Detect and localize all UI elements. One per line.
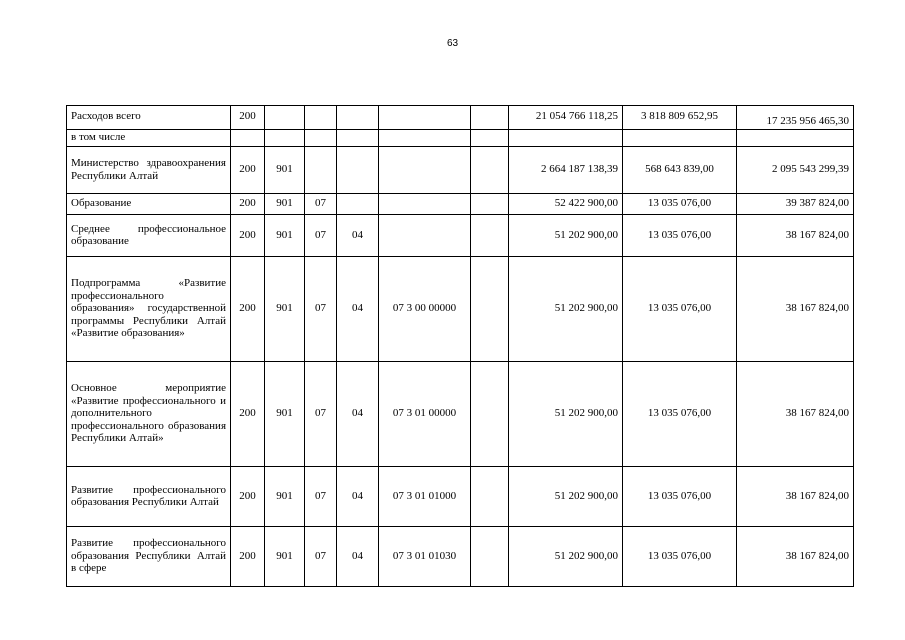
total-amount-cell: 21 054 766 118,25 (509, 106, 623, 130)
admin-code-cell: 200 (231, 256, 265, 361)
target-article-cell: 07 3 01 00000 (379, 361, 471, 466)
target-article-cell (379, 106, 471, 130)
section-code-cell: 07 (305, 193, 337, 214)
target-article-cell: 07 3 01 01030 (379, 526, 471, 586)
amount-col2-cell: 13 035 076,00 (623, 361, 737, 466)
section-code-cell (305, 106, 337, 130)
target-article-cell (379, 146, 471, 193)
row-name-cell: Подпрограмма «Развитие профессионального образования» государственной программы Республики Алтай «Развитие образования» (67, 256, 231, 361)
admin-code-cell (231, 129, 265, 146)
amount-col3-cell (737, 129, 854, 146)
expense-type-cell (471, 526, 509, 586)
ministry-code-cell: 901 (265, 146, 305, 193)
total-amount-cell: 52 422 900,00 (509, 193, 623, 214)
amount-col3-cell: 38 167 824,00 (737, 466, 854, 526)
target-article-cell (379, 193, 471, 214)
target-article-cell (379, 129, 471, 146)
section-code-cell (305, 129, 337, 146)
admin-code-cell: 200 (231, 466, 265, 526)
expense-type-cell (471, 256, 509, 361)
amount-col3-cell: 38 167 824,00 (737, 361, 854, 466)
subsection-code-cell (337, 146, 379, 193)
target-article-cell (379, 214, 471, 256)
row-name-cell: в том числе (67, 129, 231, 146)
amount-col3-cell: 38 167 824,00 (737, 526, 854, 586)
subsection-code-cell: 04 (337, 466, 379, 526)
row-name-cell: Среднее профессиональное образование (67, 214, 231, 256)
subsection-code-cell: 04 (337, 214, 379, 256)
amount-col3-cell: 39 387 824,00 (737, 193, 854, 214)
amount-col2-cell: 13 035 076,00 (623, 526, 737, 586)
table-row (67, 193, 854, 214)
ministry-code-cell: 901 (265, 214, 305, 256)
amount-col2-cell: 3 818 809 652,95 (623, 106, 737, 130)
row-name-cell: Расходов всего (67, 106, 231, 130)
table-row (67, 129, 854, 146)
amount-col2-cell: 13 035 076,00 (623, 466, 737, 526)
ministry-code-cell (265, 129, 305, 146)
total-amount-cell: 51 202 900,00 (509, 256, 623, 361)
subsection-code-cell (337, 106, 379, 130)
expense-type-cell (471, 193, 509, 214)
admin-code-cell: 200 (231, 106, 265, 130)
table-row (67, 106, 854, 130)
amount-col3-cell: 2 095 543 299,39 (737, 146, 854, 193)
total-amount-cell: 51 202 900,00 (509, 466, 623, 526)
row-name-cell: Министерство здравоохранения Республики Алтай (67, 146, 231, 193)
expense-type-cell (471, 146, 509, 193)
ministry-code-cell: 901 (265, 466, 305, 526)
table-row (67, 146, 854, 193)
ministry-code-cell: 901 (265, 193, 305, 214)
ministry-code-cell: 901 (265, 256, 305, 361)
target-article-cell: 07 3 00 00000 (379, 256, 471, 361)
expense-type-cell (471, 214, 509, 256)
ministry-code-cell: 901 (265, 526, 305, 586)
budget-table (66, 105, 854, 587)
total-amount-cell: 51 202 900,00 (509, 526, 623, 586)
row-name-cell: Развитие профессионального образования Республики Алтай (67, 466, 231, 526)
row-name-cell: Развитие профессионального образования Республики Алтай в сфере (67, 526, 231, 586)
table-row (67, 466, 854, 526)
section-code-cell: 07 (305, 526, 337, 586)
subsection-code-cell (337, 129, 379, 146)
subsection-code-cell (337, 193, 379, 214)
admin-code-cell: 200 (231, 214, 265, 256)
total-amount-cell: 51 202 900,00 (509, 361, 623, 466)
expense-type-cell (471, 129, 509, 146)
total-amount-cell: 2 664 187 138,39 (509, 146, 623, 193)
row-name-cell: Образование (67, 193, 231, 214)
section-code-cell: 07 (305, 214, 337, 256)
page-number: 63 (446, 38, 459, 49)
section-code-cell: 07 (305, 466, 337, 526)
target-article-cell: 07 3 01 01000 (379, 466, 471, 526)
admin-code-cell: 200 (231, 146, 265, 193)
admin-code-cell: 200 (231, 361, 265, 466)
expense-type-cell (471, 361, 509, 466)
section-code-cell: 07 (305, 361, 337, 466)
admin-code-cell: 200 (231, 526, 265, 586)
row-name-cell: Основное мероприятие «Развитие профессионального и дополнительного профессионального образования Республики Алтай» (67, 361, 231, 466)
table-row (67, 526, 854, 586)
expense-type-cell (471, 466, 509, 526)
amount-col2-cell: 13 035 076,00 (623, 214, 737, 256)
total-amount-cell: 51 202 900,00 (509, 214, 623, 256)
admin-code-cell: 200 (231, 193, 265, 214)
subsection-code-cell: 04 (337, 256, 379, 361)
ministry-code-cell (265, 106, 305, 130)
amount-col3-cell: 38 167 824,00 (737, 256, 854, 361)
amount-col2-cell: 568 643 839,00 (623, 146, 737, 193)
section-code-cell: 07 (305, 256, 337, 361)
table-row (67, 361, 854, 466)
subsection-code-cell: 04 (337, 526, 379, 586)
table-row (67, 256, 854, 361)
total-amount-cell (509, 129, 623, 146)
subsection-code-cell: 04 (337, 361, 379, 466)
budget-table-body (67, 106, 854, 587)
ministry-code-cell: 901 (265, 361, 305, 466)
table-row (67, 214, 854, 256)
amount-col3-cell: 17 235 956 465,30 (737, 106, 854, 130)
amount-col2-cell: 13 035 076,00 (623, 256, 737, 361)
section-code-cell (305, 146, 337, 193)
amount-col3-cell: 38 167 824,00 (737, 214, 854, 256)
amount-col2-cell (623, 129, 737, 146)
expense-type-cell (471, 106, 509, 130)
amount-col2-cell: 13 035 076,00 (623, 193, 737, 214)
